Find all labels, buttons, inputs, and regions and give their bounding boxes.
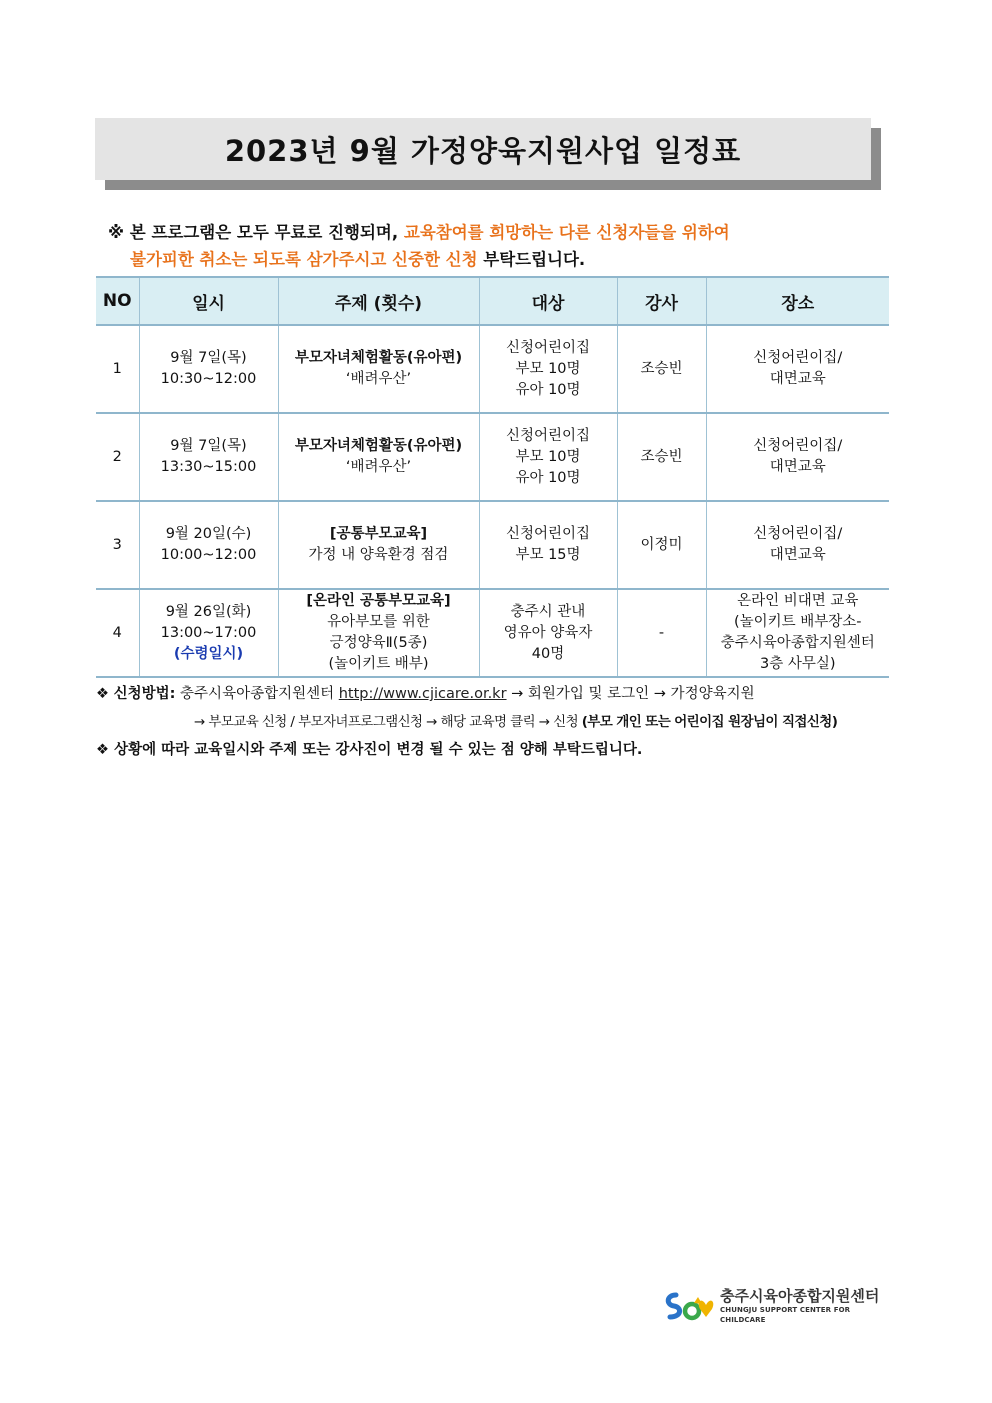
cell-topic <box>278 413 479 501</box>
cell-target <box>479 589 617 677</box>
cell-instructor: 조승빈 <box>617 325 706 413</box>
topic-line: ‘배려우산’ <box>345 459 412 475</box>
cell-topic <box>278 501 479 589</box>
target-line: 충주시 관내 <box>510 603 586 620</box>
target-line: 40명 <box>531 645 565 662</box>
topic-title: 부모자녀체험활동(유아편) <box>294 350 463 366</box>
bullet-icon: ❖ <box>96 742 109 758</box>
cell-topic <box>278 589 479 677</box>
date-text: 9월 7일(목) <box>170 350 247 366</box>
footer-logo <box>662 1288 898 1324</box>
place-line: 대면교육 <box>769 371 826 387</box>
time-text: 10:00~12:00 <box>160 547 257 563</box>
notice-closing: 부탁드립니다. <box>477 250 586 269</box>
cell-no: 4 <box>96 589 139 677</box>
topic-line: 가정 내 양육환경 점검 <box>308 547 449 563</box>
apply-method-line-2 <box>96 708 896 736</box>
cell-place <box>706 325 889 413</box>
notice-highlight-1: 교육참여를 희망하는 다른 신청자들을 위하여 <box>403 223 730 242</box>
date-text: 9월 26일(화) <box>165 603 252 620</box>
cell-target <box>479 325 617 413</box>
cell-place <box>706 589 889 677</box>
time-text: 10:30~12:00 <box>160 371 257 387</box>
topic-title: 부모자녀체험활동(유아편) <box>294 438 463 454</box>
cell-instructor: - <box>617 589 706 677</box>
notice <box>108 219 888 273</box>
col-header-no: NO <box>96 277 139 325</box>
website-link[interactable]: http://www.cjicare.or.kr <box>338 686 507 702</box>
cell-target <box>479 413 617 501</box>
table-row <box>96 413 889 501</box>
page-title: 2023년 9월 가정양육지원사업 일정표 <box>224 133 742 168</box>
target-line: 유아 10명 <box>515 469 581 486</box>
target-line: 신청어린이집 <box>505 427 591 444</box>
table-header-row <box>96 277 889 325</box>
target-line: 부모 10명 <box>515 360 581 377</box>
change-notice <box>96 736 896 764</box>
apply-steps-2: → 부모교육 신청 / 부모자녀프로그램신청 → 해당 교육명 클릭 → 신청 <box>194 714 582 730</box>
cell-instructor: 이정미 <box>617 501 706 589</box>
topic-line: ‘배려우산’ <box>345 371 412 387</box>
topic-title: [공통부모교육] <box>329 526 428 542</box>
place-line: (놀이키트 배부장소- <box>733 614 862 630</box>
date-text: 9월 7일(목) <box>170 438 247 454</box>
table-row <box>96 325 889 413</box>
topic-line: 긍정양육Ⅱ(5종) <box>329 635 428 651</box>
notice-line-2 <box>108 246 888 273</box>
center-logo-icon <box>662 1289 716 1323</box>
receive-time-note: (수령일시) <box>173 645 244 662</box>
cell-topic <box>278 325 479 413</box>
place-line: 충주시육아종합지원센터 <box>720 635 875 651</box>
place-line: 대면교육 <box>769 459 826 475</box>
notice-highlight-2: 불가피한 취소는 되도록 삼가주시고 신중한 신청 <box>130 250 478 269</box>
topic-line: 유아부모를 위한 <box>327 614 430 630</box>
place-line: 온라인 비대면 교육 <box>737 593 859 609</box>
col-header-target: 대상 <box>479 277 617 325</box>
notice-mark: ※ <box>108 223 125 242</box>
apply-method <box>96 680 896 708</box>
cell-target <box>479 501 617 589</box>
place-line: 대면교육 <box>769 547 826 563</box>
cell-date <box>139 589 278 677</box>
cell-date <box>139 325 278 413</box>
change-notice-text: 상황에 따라 교육일시와 주제 또는 강사진이 변경 될 수 있는 점 양해 부탁드립니다. <box>114 742 643 758</box>
apply-text: 충주시육아종합지원센터 <box>175 686 339 702</box>
col-header-date: 일시 <box>139 277 278 325</box>
col-header-place: 장소 <box>706 277 889 325</box>
cell-instructor: 조승빈 <box>617 413 706 501</box>
target-line: 부모 10명 <box>515 448 581 465</box>
topic-line: (놀이키트 배부) <box>328 656 429 672</box>
org-name-english: CHUNGJU SUPPORT CENTER FOR CHILDCARE <box>720 1305 851 1324</box>
place-line: 신청어린이집/ <box>753 438 843 454</box>
footer-logo-text <box>720 1288 898 1325</box>
target-line: 신청어린이집 <box>505 526 591 542</box>
cell-no: 1 <box>96 325 139 413</box>
target-line: 부모 15명 <box>515 547 581 563</box>
cell-place <box>706 413 889 501</box>
info-section <box>96 680 896 764</box>
cell-place <box>706 501 889 589</box>
date-text: 9월 20일(수) <box>165 526 252 542</box>
cell-no: 2 <box>96 413 139 501</box>
cell-date <box>139 501 278 589</box>
cell-no: 3 <box>96 501 139 589</box>
table-row <box>96 589 889 677</box>
title-banner <box>95 118 881 190</box>
schedule-table <box>96 276 889 678</box>
org-name-korean: 충주시육아종합지원센터 <box>720 1286 880 1305</box>
table-row <box>96 501 889 589</box>
place-line: 3층 사무실) <box>759 656 836 672</box>
place-line: 신청어린이집/ <box>753 526 843 542</box>
target-line: 유아 10명 <box>515 381 581 398</box>
notice-text: 본 프로그램은 모두 무료로 진행되며, <box>124 223 404 242</box>
apply-note: (부모 개인 또는 어린이집 원장님이 직접신청) <box>581 714 838 730</box>
time-text: 13:30~15:00 <box>160 459 257 475</box>
apply-label: 신청방법: <box>113 686 176 702</box>
time-text: 13:00~17:00 <box>160 624 257 641</box>
place-line: 신청어린이집/ <box>753 350 843 366</box>
title-box <box>95 118 871 180</box>
bullet-icon: ❖ <box>96 686 109 702</box>
col-header-instructor: 강사 <box>617 277 706 325</box>
target-line: 신청어린이집 <box>505 339 591 356</box>
target-line: 영유아 양육자 <box>503 624 593 641</box>
topic-title: [온라인 공통부모교육] <box>306 593 451 609</box>
apply-steps: → 회원가입 및 로그인 → 가정양육지원 <box>506 686 755 702</box>
col-header-topic: 주제 (횟수) <box>278 277 479 325</box>
cell-date <box>139 413 278 501</box>
